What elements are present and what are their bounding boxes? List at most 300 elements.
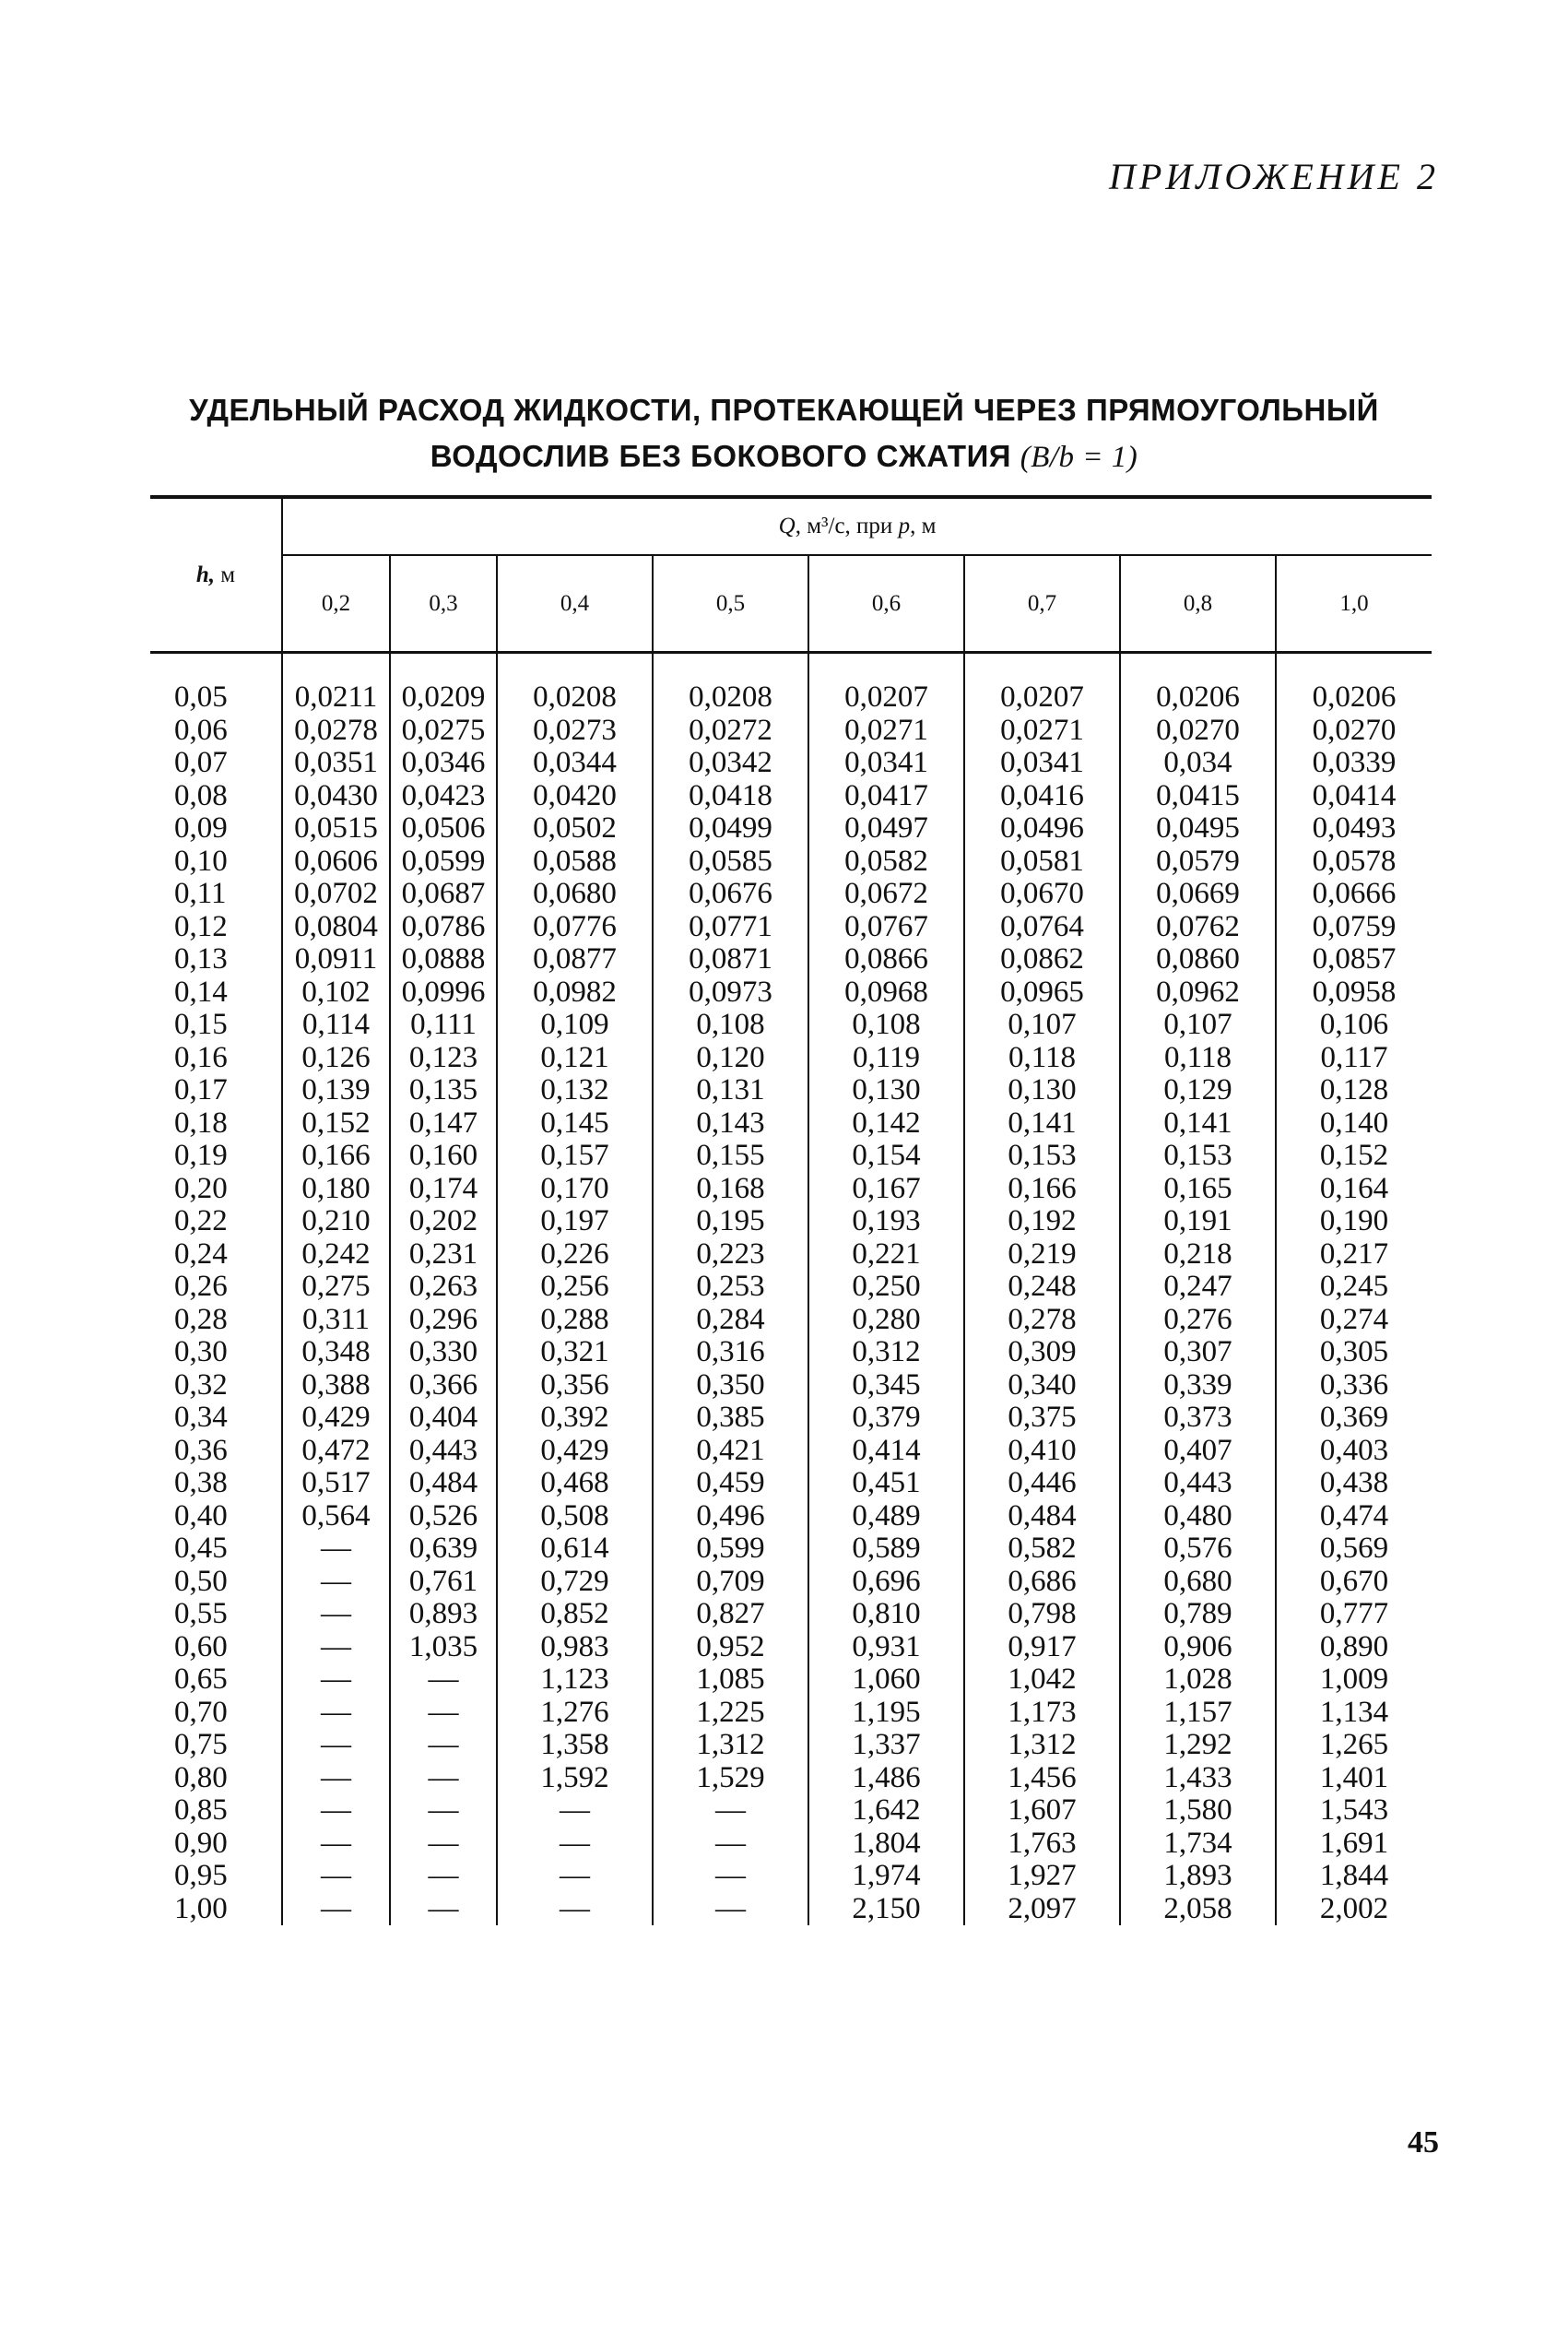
q-value: 0,231 bbox=[390, 1238, 497, 1272]
q-value: 0,375 bbox=[964, 1402, 1120, 1435]
q-value: 1,456 bbox=[964, 1762, 1120, 1795]
q-value: — bbox=[653, 1893, 808, 1926]
q-value: 1,734 bbox=[1120, 1828, 1276, 1861]
q-value: 0,0762 bbox=[1120, 911, 1276, 944]
table-row bbox=[150, 1042, 1432, 1075]
q-value: 0,480 bbox=[1120, 1500, 1276, 1533]
q-value: 1,580 bbox=[1120, 1794, 1276, 1828]
title-line-2 bbox=[0, 433, 1568, 480]
q-value: — bbox=[390, 1860, 497, 1893]
q-value: 1,009 bbox=[1276, 1663, 1432, 1697]
title-formula: (B/b = 1) bbox=[1020, 441, 1138, 474]
q-value: 0,250 bbox=[808, 1271, 964, 1304]
q-value: 0,309 bbox=[964, 1336, 1120, 1369]
table-row bbox=[150, 943, 1432, 976]
q-value: 0,0495 bbox=[1120, 812, 1276, 846]
h-value: 0,45 bbox=[174, 1532, 228, 1565]
q-value: 0,330 bbox=[390, 1336, 497, 1369]
q-value: 0,517 bbox=[282, 1467, 390, 1500]
q-value: 0,0206 bbox=[1276, 653, 1432, 715]
q-value: 0,798 bbox=[964, 1598, 1120, 1631]
h-value: 0,26 bbox=[174, 1270, 228, 1303]
h-value: 0,65 bbox=[174, 1662, 228, 1696]
q-value: 0,242 bbox=[282, 1238, 390, 1272]
q-value: 1,804 bbox=[808, 1828, 964, 1861]
q-value: 0,174 bbox=[390, 1173, 497, 1206]
q-value: 0,472 bbox=[282, 1435, 390, 1468]
q-value: 0,0417 bbox=[808, 780, 964, 813]
q-value: 0,256 bbox=[497, 1271, 653, 1304]
q-value: 0,0414 bbox=[1276, 780, 1432, 813]
q-value: 0,164 bbox=[1276, 1173, 1432, 1206]
q-value: 0,421 bbox=[653, 1435, 808, 1468]
q-value: 0,128 bbox=[1276, 1074, 1432, 1107]
q-value: 0,893 bbox=[390, 1598, 497, 1631]
header-p-6: 0,8 bbox=[1120, 555, 1276, 653]
q-value: 2,150 bbox=[808, 1893, 964, 1926]
h-value: 0,34 bbox=[174, 1401, 228, 1434]
q-value: 0,0497 bbox=[808, 812, 964, 846]
q-value: 1,225 bbox=[653, 1697, 808, 1730]
q-value: 0,403 bbox=[1276, 1435, 1432, 1468]
q-value: 0,0420 bbox=[497, 780, 653, 813]
q-value: 0,438 bbox=[1276, 1467, 1432, 1500]
table-row bbox=[150, 976, 1432, 1010]
h-value: 0,50 bbox=[174, 1564, 228, 1598]
q-value: 0,350 bbox=[653, 1369, 808, 1402]
q-value: 0,0973 bbox=[653, 976, 808, 1010]
header-p-2: 0,4 bbox=[497, 555, 653, 653]
header-p-5: 0,7 bbox=[964, 555, 1120, 653]
q-value: — bbox=[497, 1828, 653, 1861]
h-value: 0,32 bbox=[174, 1367, 228, 1402]
table-row bbox=[150, 1074, 1432, 1107]
q-value: 0,443 bbox=[1120, 1467, 1276, 1500]
table-row bbox=[150, 1107, 1432, 1141]
q-value: 1,312 bbox=[653, 1729, 808, 1762]
q-value: 1,265 bbox=[1276, 1729, 1432, 1762]
q-value: 0,120 bbox=[653, 1042, 808, 1075]
q-value: 0,135 bbox=[390, 1074, 497, 1107]
q-value: 0,193 bbox=[808, 1205, 964, 1238]
q-value: 0,983 bbox=[497, 1631, 653, 1664]
q-value: 0,123 bbox=[390, 1042, 497, 1075]
q-value: 0,202 bbox=[390, 1205, 497, 1238]
q-value: 0,316 bbox=[653, 1336, 808, 1369]
h-value: 0,16 bbox=[174, 1040, 228, 1074]
q-value: 0,373 bbox=[1120, 1402, 1276, 1435]
q-value: 0,0581 bbox=[964, 846, 1120, 879]
h-value: 0,85 bbox=[174, 1793, 228, 1827]
q-value: 0,165 bbox=[1120, 1173, 1276, 1206]
table-row bbox=[150, 1598, 1432, 1631]
q-value: 0,729 bbox=[497, 1566, 653, 1599]
h-value: 0,12 bbox=[174, 909, 228, 943]
q-value: 0,852 bbox=[497, 1598, 653, 1631]
q-value: 0,141 bbox=[964, 1107, 1120, 1141]
q-value: 0,348 bbox=[282, 1336, 390, 1369]
q-value: 0,147 bbox=[390, 1107, 497, 1141]
h-value: 0,90 bbox=[174, 1826, 228, 1860]
q-value: 0,484 bbox=[964, 1500, 1120, 1533]
q-value: — bbox=[282, 1663, 390, 1697]
q-value: 0,0339 bbox=[1276, 747, 1432, 780]
q-value: 0,108 bbox=[653, 1009, 808, 1042]
q-value: 0,0273 bbox=[497, 715, 653, 748]
q-value: 0,143 bbox=[653, 1107, 808, 1141]
q-value: 1,844 bbox=[1276, 1860, 1432, 1893]
table-row bbox=[150, 1271, 1432, 1304]
q-value: 0,917 bbox=[964, 1631, 1120, 1664]
q-value: 0,0676 bbox=[653, 878, 808, 911]
q-value: 0,489 bbox=[808, 1500, 964, 1533]
table-row bbox=[150, 1238, 1432, 1272]
h-value: 0,19 bbox=[174, 1139, 228, 1172]
q-value: 0,226 bbox=[497, 1238, 653, 1272]
table-row bbox=[150, 1762, 1432, 1795]
q-value: 0,321 bbox=[497, 1336, 653, 1369]
q-value: 0,0270 bbox=[1276, 715, 1432, 748]
q-value: 0,118 bbox=[1120, 1042, 1276, 1075]
q-value: 0,429 bbox=[497, 1435, 653, 1468]
q-value: 1,974 bbox=[808, 1860, 964, 1893]
header-h-unit: м bbox=[215, 562, 236, 587]
q-value: 0,0888 bbox=[390, 943, 497, 976]
table-row bbox=[150, 846, 1432, 879]
q-value: 0,0965 bbox=[964, 976, 1120, 1010]
h-value: 0,05 bbox=[174, 680, 228, 714]
q-value: 0,379 bbox=[808, 1402, 964, 1435]
q-value: 0,0804 bbox=[282, 911, 390, 944]
q-value: — bbox=[497, 1860, 653, 1893]
header-p-1: 0,3 bbox=[390, 555, 497, 653]
table-row bbox=[150, 1173, 1432, 1206]
q-value: 0,0771 bbox=[653, 911, 808, 944]
q-value: 1,042 bbox=[964, 1663, 1120, 1697]
q-value: 0,0606 bbox=[282, 846, 390, 879]
q-value: 0,166 bbox=[282, 1140, 390, 1173]
q-value: 1,276 bbox=[497, 1697, 653, 1730]
q-value: 0,0206 bbox=[1120, 653, 1276, 715]
h-value: 0,40 bbox=[174, 1498, 228, 1532]
q-value: — bbox=[653, 1860, 808, 1893]
q-value: 0,245 bbox=[1276, 1271, 1432, 1304]
q-value: — bbox=[390, 1893, 497, 1926]
q-value: 0,407 bbox=[1120, 1435, 1276, 1468]
q-value: 0,0515 bbox=[282, 812, 390, 846]
q-value: 0,0418 bbox=[653, 780, 808, 813]
q-value: 0,0506 bbox=[390, 812, 497, 846]
header-q-unit: , м bbox=[910, 514, 937, 538]
q-value: 0,459 bbox=[653, 1467, 808, 1500]
q-value: 0,576 bbox=[1120, 1532, 1276, 1566]
q-value: 0,296 bbox=[390, 1304, 497, 1337]
q-value: 0,414 bbox=[808, 1435, 964, 1468]
q-value: 1,292 bbox=[1120, 1729, 1276, 1762]
h-value: 0,18 bbox=[174, 1106, 228, 1140]
q-value: — bbox=[390, 1762, 497, 1795]
h-value: 0,13 bbox=[174, 942, 228, 976]
q-value: — bbox=[653, 1828, 808, 1861]
header-p-4: 0,6 bbox=[808, 555, 964, 653]
q-value: 0,952 bbox=[653, 1631, 808, 1664]
q-value: 0,0702 bbox=[282, 878, 390, 911]
q-value: 0,0341 bbox=[964, 747, 1120, 780]
q-value: 0,410 bbox=[964, 1435, 1120, 1468]
q-value: 0,443 bbox=[390, 1435, 497, 1468]
table-row bbox=[150, 1009, 1432, 1042]
h-value: 1,00 bbox=[174, 1891, 228, 1925]
h-value: 0,55 bbox=[174, 1597, 228, 1630]
q-value: 0,0208 bbox=[653, 653, 808, 715]
q-value: 1,607 bbox=[964, 1794, 1120, 1828]
q-value: 0,0278 bbox=[282, 715, 390, 748]
q-value: 0,0341 bbox=[808, 747, 964, 780]
q-value: 0,0776 bbox=[497, 911, 653, 944]
q-value: 0,0578 bbox=[1276, 846, 1432, 879]
q-value: 0,0860 bbox=[1120, 943, 1276, 976]
q-value: 0,276 bbox=[1120, 1304, 1276, 1337]
q-value: — bbox=[282, 1762, 390, 1795]
q-value: — bbox=[282, 1828, 390, 1861]
q-value: 0,0493 bbox=[1276, 812, 1432, 846]
q-value: 0,190 bbox=[1276, 1205, 1432, 1238]
q-value: 0,247 bbox=[1120, 1271, 1276, 1304]
q-value: 0,129 bbox=[1120, 1074, 1276, 1107]
q-value: 0,102 bbox=[282, 976, 390, 1010]
q-value: 0,0680 bbox=[497, 878, 653, 911]
q-value: 0,157 bbox=[497, 1140, 653, 1173]
q-value: 0,0208 bbox=[497, 653, 653, 715]
q-value: 0,639 bbox=[390, 1532, 497, 1566]
table-row bbox=[150, 1532, 1432, 1566]
q-value: 0,496 bbox=[653, 1500, 808, 1533]
q-value: 0,0968 bbox=[808, 976, 964, 1010]
table-title bbox=[0, 387, 1568, 480]
header-p-3: 0,5 bbox=[653, 555, 808, 653]
q-value: 0,253 bbox=[653, 1271, 808, 1304]
q-value: 0,564 bbox=[282, 1500, 390, 1533]
table-row bbox=[150, 1140, 1432, 1173]
h-value: 0,06 bbox=[174, 713, 228, 747]
q-value: 2,097 bbox=[964, 1893, 1120, 1926]
table-row bbox=[150, 911, 1432, 944]
q-value: 0,614 bbox=[497, 1532, 653, 1566]
q-value: 0,109 bbox=[497, 1009, 653, 1042]
h-value: 0,22 bbox=[174, 1204, 228, 1237]
q-value: 0,761 bbox=[390, 1566, 497, 1599]
q-value: — bbox=[390, 1794, 497, 1828]
q-value: 0,0857 bbox=[1276, 943, 1432, 976]
q-value: 0,696 bbox=[808, 1566, 964, 1599]
q-value: 0,0666 bbox=[1276, 878, 1432, 911]
q-value: 0,114 bbox=[282, 1009, 390, 1042]
q-value: 0,278 bbox=[964, 1304, 1120, 1337]
q-value: 0,160 bbox=[390, 1140, 497, 1173]
q-value: 1,134 bbox=[1276, 1697, 1432, 1730]
q-value: — bbox=[282, 1893, 390, 1926]
q-value: 0,0271 bbox=[808, 715, 964, 748]
h-value: 0,14 bbox=[174, 975, 228, 1009]
q-value: 0,890 bbox=[1276, 1631, 1432, 1664]
q-value: 0,117 bbox=[1276, 1042, 1432, 1075]
q-value: 0,0496 bbox=[964, 812, 1120, 846]
header-q bbox=[282, 497, 1432, 555]
q-value: 0,217 bbox=[1276, 1238, 1432, 1272]
q-value: 1,123 bbox=[497, 1663, 653, 1697]
q-value: 0,0272 bbox=[653, 715, 808, 748]
q-value: 0,0588 bbox=[497, 846, 653, 879]
table-row bbox=[150, 780, 1432, 813]
q-value: 1,358 bbox=[497, 1729, 653, 1762]
header-q-symbol: Q bbox=[778, 514, 796, 538]
page-number: 45 bbox=[1408, 2125, 1439, 2159]
header-p-0: 0,2 bbox=[282, 555, 390, 653]
h-value: 0,15 bbox=[174, 1008, 228, 1041]
q-value: 0,311 bbox=[282, 1304, 390, 1337]
table-row bbox=[150, 1500, 1432, 1533]
q-value: 0,0270 bbox=[1120, 715, 1276, 748]
h-value: 0,20 bbox=[174, 1171, 228, 1205]
header-p-7: 1,0 bbox=[1276, 555, 1432, 653]
table-row bbox=[150, 747, 1432, 780]
q-value: 0,168 bbox=[653, 1173, 808, 1206]
q-value: 0,508 bbox=[497, 1500, 653, 1533]
q-value: 0,451 bbox=[808, 1467, 964, 1500]
q-value: 0,106 bbox=[1276, 1009, 1432, 1042]
q-value: 0,385 bbox=[653, 1402, 808, 1435]
table-row bbox=[150, 1566, 1432, 1599]
q-value: 0,139 bbox=[282, 1074, 390, 1107]
h-value: 0,28 bbox=[174, 1302, 228, 1336]
q-value: 0,170 bbox=[497, 1173, 653, 1206]
q-value: 1,173 bbox=[964, 1697, 1120, 1730]
q-value: 0,118 bbox=[964, 1042, 1120, 1075]
header-q-mid: , м³/с, при bbox=[795, 514, 899, 538]
q-value: 1,035 bbox=[390, 1631, 497, 1664]
header-h-symbol: h, bbox=[195, 562, 216, 587]
q-value: 0,0982 bbox=[497, 976, 653, 1010]
q-value: 0,0275 bbox=[390, 715, 497, 748]
table-row bbox=[150, 715, 1432, 748]
q-value: 0,388 bbox=[282, 1369, 390, 1402]
q-value: 0,167 bbox=[808, 1173, 964, 1206]
q-value: 0,0415 bbox=[1120, 780, 1276, 813]
q-value: — bbox=[282, 1697, 390, 1730]
header-q-param: p bbox=[898, 514, 911, 538]
table-row bbox=[150, 1336, 1432, 1369]
q-value: 0,0767 bbox=[808, 911, 964, 944]
q-value: 0,288 bbox=[497, 1304, 653, 1337]
q-value: 0,336 bbox=[1276, 1369, 1432, 1402]
q-value: 0,0211 bbox=[282, 653, 390, 715]
q-value: 0,107 bbox=[964, 1009, 1120, 1042]
q-value: 0,210 bbox=[282, 1205, 390, 1238]
discharge-table bbox=[150, 495, 1432, 1925]
q-value: 0,0764 bbox=[964, 911, 1120, 944]
table-row bbox=[150, 1828, 1432, 1861]
q-value: 0,197 bbox=[497, 1205, 653, 1238]
q-value: 0,248 bbox=[964, 1271, 1120, 1304]
q-value: 0,827 bbox=[653, 1598, 808, 1631]
h-value: 0,38 bbox=[174, 1466, 228, 1499]
q-value: 1,691 bbox=[1276, 1828, 1432, 1861]
table-row bbox=[150, 1893, 1432, 1926]
h-value: 0,09 bbox=[174, 811, 228, 845]
q-value: 0,119 bbox=[808, 1042, 964, 1075]
q-value: 0,777 bbox=[1276, 1598, 1432, 1631]
q-value: 0,223 bbox=[653, 1238, 808, 1272]
q-value: 0,221 bbox=[808, 1238, 964, 1272]
h-value: 0,10 bbox=[174, 844, 228, 878]
q-value: 0,263 bbox=[390, 1271, 497, 1304]
q-value: 0,152 bbox=[282, 1107, 390, 1141]
q-value: 1,195 bbox=[808, 1697, 964, 1730]
q-value: 0,392 bbox=[497, 1402, 653, 1435]
q-value: 0,446 bbox=[964, 1467, 1120, 1500]
q-value: 0,0759 bbox=[1276, 911, 1432, 944]
q-value: 0,484 bbox=[390, 1467, 497, 1500]
q-value: 0,369 bbox=[1276, 1402, 1432, 1435]
q-value: 0,0958 bbox=[1276, 976, 1432, 1010]
q-value: 0,154 bbox=[808, 1140, 964, 1173]
q-value: 0,931 bbox=[808, 1631, 964, 1664]
h-value: 0,30 bbox=[174, 1335, 228, 1368]
q-value: 0,0672 bbox=[808, 878, 964, 911]
q-value: 1,927 bbox=[964, 1860, 1120, 1893]
q-value: 0,526 bbox=[390, 1500, 497, 1533]
q-value: — bbox=[497, 1794, 653, 1828]
q-value: 0,0670 bbox=[964, 878, 1120, 911]
q-value: 0,142 bbox=[808, 1107, 964, 1141]
q-value: 0,192 bbox=[964, 1205, 1120, 1238]
q-value: 1,433 bbox=[1120, 1762, 1276, 1795]
q-value: 0,312 bbox=[808, 1336, 964, 1369]
q-value: 2,058 bbox=[1120, 1893, 1276, 1926]
q-value: 1,592 bbox=[497, 1762, 653, 1795]
q-value: 0,132 bbox=[497, 1074, 653, 1107]
q-value: 0,340 bbox=[964, 1369, 1120, 1402]
q-value: 0,906 bbox=[1120, 1631, 1276, 1664]
table-row bbox=[150, 812, 1432, 846]
q-value: — bbox=[497, 1893, 653, 1926]
title-line-1: УДЕЛЬНЫЙ РАСХОД ЖИДКОСТИ, ПРОТЕКАЮЩЕЙ ЧЕРЕЗ ПРЯМОУГОЛЬНЫЙ bbox=[189, 393, 1379, 427]
q-value: 1,893 bbox=[1120, 1860, 1276, 1893]
q-value: 0,0599 bbox=[390, 846, 497, 879]
table-row bbox=[150, 653, 1432, 715]
q-value: 0,429 bbox=[282, 1402, 390, 1435]
q-value: 0,152 bbox=[1276, 1140, 1432, 1173]
q-value: 0,0871 bbox=[653, 943, 808, 976]
q-value: — bbox=[282, 1566, 390, 1599]
q-value: 0,130 bbox=[964, 1074, 1120, 1107]
q-value: 0,670 bbox=[1276, 1566, 1432, 1599]
q-value: — bbox=[282, 1794, 390, 1828]
q-value: 0,107 bbox=[1120, 1009, 1276, 1042]
q-value: 0,0582 bbox=[808, 846, 964, 879]
table-row bbox=[150, 1205, 1432, 1238]
q-value: 1,028 bbox=[1120, 1663, 1276, 1697]
q-value: — bbox=[390, 1828, 497, 1861]
q-value: 1,642 bbox=[808, 1794, 964, 1828]
q-value: 0,126 bbox=[282, 1042, 390, 1075]
q-value: 0,569 bbox=[1276, 1532, 1432, 1566]
q-value: 0,0502 bbox=[497, 812, 653, 846]
q-value: 1,085 bbox=[653, 1663, 808, 1697]
h-value: 0,11 bbox=[174, 877, 227, 910]
table-row bbox=[150, 1435, 1432, 1468]
q-value: 0,305 bbox=[1276, 1336, 1432, 1369]
